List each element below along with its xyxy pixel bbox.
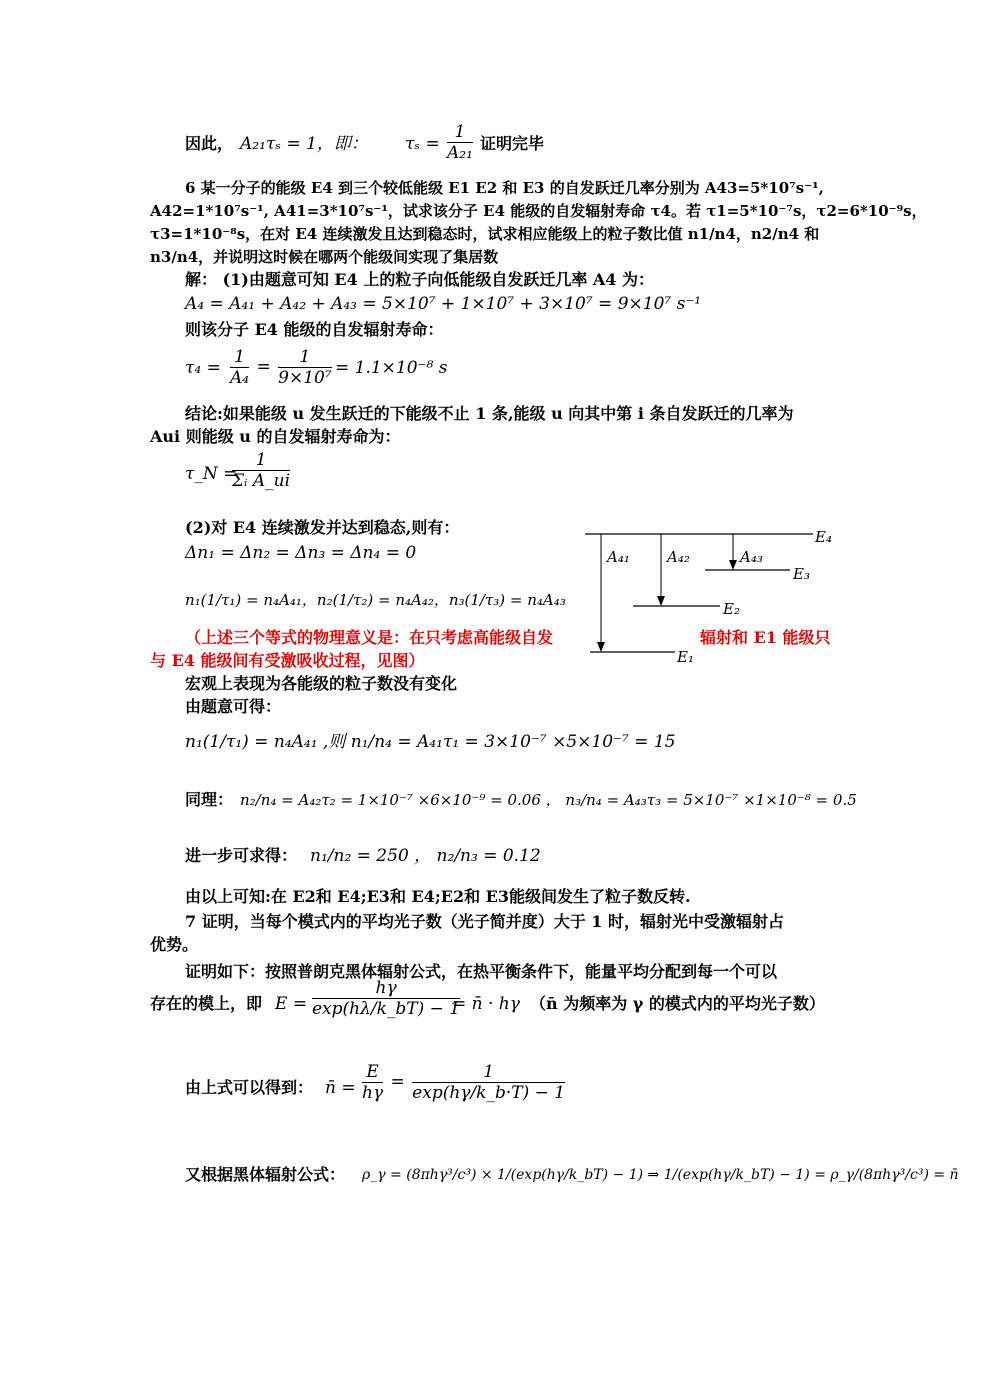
text-line: 由以上可知:在 E2和 E4;E3和 E4;E2和 E3能级间发生了粒子数反转. bbox=[185, 887, 691, 906]
fraction-numerator: 1 bbox=[412, 1062, 565, 1083]
text-line: 证明如下：按照普朗克黑体辐射公式，在热平衡条件下，能量平均分配到每一个可以 bbox=[185, 962, 778, 981]
arrowhead bbox=[729, 560, 737, 570]
equation: = n̄ · hγ bbox=[452, 994, 520, 1014]
fraction-numerator: 1 bbox=[232, 450, 290, 471]
text-line: 由题意可得： bbox=[185, 697, 282, 716]
equation: τₛ = bbox=[405, 134, 440, 154]
equation: E = bbox=[275, 994, 308, 1014]
text-line: （n̄ 为频率为 γ 的模式内的平均光子数） bbox=[530, 994, 825, 1013]
fraction: $\frac{1}{\text{A₄}}$ = $\frac{1}{\text{9×10⁷}}$ bbox=[230, 347, 332, 388]
text-line: τ3=1*10⁻⁸s，在对 E4 连续激发且达到稳态时，试求相应能级上的粒子数比值 n1/n4，n2/n4 和 bbox=[150, 225, 820, 243]
note-red: 辐射和 E1 能级只 bbox=[700, 628, 831, 647]
level-label-e4: E₄ bbox=[815, 528, 832, 546]
equation: τ₄ = bbox=[185, 358, 221, 378]
equation: n̄ = bbox=[325, 1078, 356, 1098]
fraction-numerator: 1 bbox=[278, 347, 332, 368]
arrowhead bbox=[597, 642, 605, 652]
text-line: 6 某一分子的能级 E4 到三个较低能级 E1 E2 和 E3 的自发跃迁几率分别为 A43=5*10⁷s⁻¹, bbox=[185, 179, 824, 197]
fraction-numerator: E bbox=[362, 1062, 383, 1083]
fraction-denominator: A₄ bbox=[230, 368, 250, 388]
text-line: 因此， bbox=[185, 134, 234, 153]
energy-level-diagram bbox=[585, 522, 845, 672]
fraction-numerator: 1 bbox=[230, 347, 249, 368]
transition-label-a41: A₄₁ bbox=[607, 548, 630, 566]
fraction-numerator: 1 bbox=[447, 122, 473, 143]
text-line: 存在的模上，即 bbox=[150, 994, 263, 1013]
equation: τ_N = bbox=[185, 464, 238, 484]
text-line: 7 证明，当每个模式内的平均光子数（光子简并度）大于 1 时，辐射光中受激辐射占 bbox=[185, 912, 784, 931]
equation: A₂₁τₛ = 1，即： bbox=[240, 134, 368, 154]
level-label-e1: E₁ bbox=[677, 648, 694, 666]
level-label-e2: E₂ bbox=[723, 600, 740, 618]
text-line: 证明完毕 bbox=[480, 134, 545, 153]
fraction-denominator: A₂₁ bbox=[447, 143, 473, 163]
text-line: 则该分子 E4 能级的自发辐射寿命： bbox=[185, 320, 444, 339]
level-label-e3: E₃ bbox=[793, 565, 810, 583]
text-line: 同理： bbox=[185, 790, 234, 809]
text-line: 结论:如果能级 u 发生跃迁的下能级不止 1 条,能级 u 向其中第 i 条自发跃迁的几率为 bbox=[185, 404, 794, 423]
fraction bbox=[310, 978, 462, 1019]
text-line: A42=1*10⁷s⁻¹, A41=3*10⁷s⁻¹，试求该分子 E4 能级的自发辐射寿命 τ4。若 τ1=5*10⁻⁷s，τ2=6*10⁻⁹s， bbox=[150, 202, 927, 220]
text-line: 又根据黑体辐射公式： bbox=[185, 1165, 346, 1184]
equation: n₁(1/τ₁) = n₄A₄₁ ,则 n₁/n₄ = A₄₁τ₁ = 3×10⁻⁷ ×5×10⁻⁷ = 15 bbox=[185, 732, 676, 752]
equation: ρ_γ = (8πhγ³/c³) × 1/(exp(hγ/k_bT) − 1) ⇒ 1/(exp(hγ/k_bT) − 1) = ρ_γ/(8πhγ³/c³) = n̄ bbox=[362, 1167, 959, 1183]
fraction-denominator: hγ bbox=[362, 1083, 384, 1103]
text-line: 由上式可以得到： bbox=[185, 1078, 314, 1097]
fraction-denominator: exp(hλ/k_bT) − 1 bbox=[312, 999, 461, 1019]
equation: n₂/n₄ = A₄₂τ₂ = 1×10⁻⁷ ×6×10⁻⁹ = 0.06 ， n₃/n₄ = A₄₃τ₃ = 5×10⁻⁷ ×1×10⁻⁸ = 0.5 bbox=[240, 791, 857, 809]
text-line: n3/n4，并说明这时候在哪两个能级间实现了集居数 bbox=[150, 248, 499, 266]
equation: = 1.1×10⁻⁸ s bbox=[335, 358, 448, 378]
text-line: 优势。 bbox=[150, 935, 199, 954]
fraction-denominator: exp(hγ/k_b·T) − 1 bbox=[412, 1083, 566, 1103]
fraction bbox=[230, 450, 292, 491]
fraction: $\frac{E}{h\gamma}$ = $\frac{1}{\exp(h\gamma/k\_b\cdot T) - 1}$ bbox=[362, 1062, 566, 1103]
text-line: Aui 则能级 u 的自发辐射寿命为： bbox=[150, 427, 401, 446]
transition-label-a42: A₄₂ bbox=[667, 548, 690, 566]
equation: n₁/n₂ = 250 ， n₂/n₃ = 0.12 bbox=[310, 846, 541, 866]
equation: A₄ = A₄₁ + A₄₂ + A₄₃ = 5×10⁷ + 1×10⁷ + 3×10⁷ = 9×10⁷ s⁻¹ bbox=[185, 294, 702, 314]
fraction-numerator: hγ bbox=[312, 978, 460, 999]
text-line: 解： (1)由题意可知 E4 上的粒子向低能级自发跃迁几率 A4 为： bbox=[185, 270, 655, 289]
arrowhead bbox=[657, 596, 665, 606]
note-red: 与 E4 能级间有受激吸收过程，见图） bbox=[150, 651, 425, 670]
fraction bbox=[445, 122, 475, 163]
text-line: 进一步可求得： bbox=[185, 846, 298, 865]
text-line: 宏观上表现为各能级的粒子数没有变化 bbox=[185, 674, 458, 693]
note-red: （上述三个等式的物理意义是：在只考虑高能级自发 bbox=[185, 628, 554, 647]
transition-label-a43: A₄₃ bbox=[740, 548, 763, 566]
fraction-denominator: Σᵢ A_ui bbox=[232, 471, 291, 491]
text-line: (2)对 E4 连续激发并达到稳态,则有： bbox=[185, 518, 460, 537]
fraction-denominator: 9×10⁷ bbox=[278, 368, 332, 388]
equation: n₁(1/τ₁) = n₄A₄₁，n₂(1/τ₂) = n₄A₄₂，n₃(1/τ₃) = n₄A₄₃ bbox=[185, 591, 566, 609]
equation: Δn₁ = Δn₂ = Δn₃ = Δn₄ = 0 bbox=[185, 543, 417, 563]
